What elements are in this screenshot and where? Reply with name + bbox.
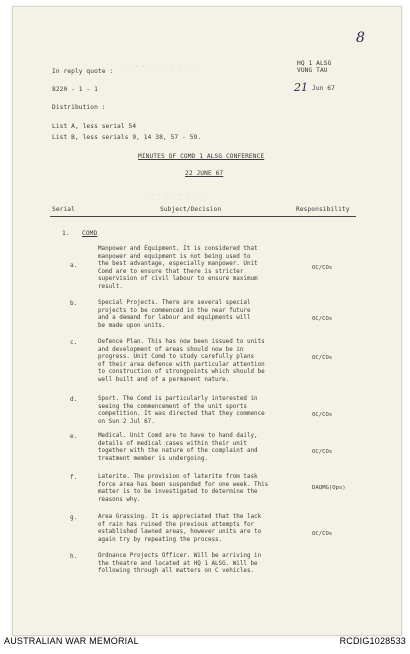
footer-credit: AUSTRALIAN WAR MEMORIAL (4, 636, 139, 646)
document-title: MINUTES OF COMD 1 ALSG CONFERENCE (138, 153, 265, 160)
bleed-through-text: . . . . . . . . . . . (120, 62, 196, 69)
item-paragraph: Laterite. The provision of laterite from task force area has been suspended for one week. This matter is to be investigated to determine the reasons why. (98, 474, 269, 503)
item-responsibility: OC/COs (312, 531, 333, 537)
column-header-serial: Serial (52, 206, 75, 213)
hq-line-1: HQ 1 ALSG (297, 60, 332, 67)
reference-number: 8220 - 1 - 1 (52, 86, 98, 93)
item-paragraph: Medical. Unit Comd are to have to hand daily, details of medical cases within their unit together with the nature of the complaint and treatment member is undergoing. (98, 433, 258, 462)
item-letter: e. (70, 433, 78, 440)
item-letter: b. (70, 300, 78, 307)
item-responsibility: OC/COs (312, 316, 333, 322)
section-number: 1. (62, 230, 70, 237)
column-header-subject: Subject/Decision (160, 206, 222, 213)
item-responsibility: OC/COs (312, 265, 333, 271)
typed-date: Jun 67 (312, 85, 335, 92)
item-letter: c. (70, 339, 78, 346)
item-paragraph: Ordnance Projects Officer. Will be arriving in the theatre and located at HQ 1 ALSG. Will be following through all matters on C vehicles. (98, 553, 262, 575)
distribution-list-b: List B, less serials 9, 14 38, 57 - 59. (52, 134, 202, 141)
handwritten-day: 21 (294, 81, 308, 94)
item-paragraph: Area Grassing. It is appreciated that the lack of rain has ruined the previous attempts for established lawned areas, however units are to again try by repeating the process. (98, 514, 262, 543)
hq-line-2: VUNG TAU (297, 67, 328, 74)
item-paragraph: Special Projects. There are several special projects to be commenced in the near future and a demand for labour and equipments will be made upon units. (98, 300, 251, 329)
item-letter: g. (70, 514, 78, 521)
item-paragraph: Manpower and Equipment. It is considered that manpower and equipment is not being used to the best advantage, especially manpower. Unit Comd are to ensure that there is stricter supervision of civil labour to ensure maximum result. (98, 246, 258, 290)
item-letter: f. (70, 474, 78, 481)
bleed-through-text: . . . . . . . . (150, 190, 205, 197)
corner-handwritten-mark: 8 (356, 30, 365, 46)
item-responsibility: OC/COs (312, 449, 333, 455)
item-letter: a. (70, 262, 78, 269)
distribution-list-a: List A, less serial 54 (52, 123, 137, 130)
item-paragraph: Defence Plan. This has now been issued to units and development of areas should now be in progress. Unit Comd to study carefully plans of their area defence with particular attention to construction of strongpoints which should be well built and of a permanent nature. (98, 339, 265, 383)
distribution-label: Distribution : (52, 104, 106, 111)
column-header-responsibility: Responsibility (296, 206, 350, 213)
item-responsibility: DAQMG(Ops) (312, 485, 346, 491)
item-letter: d. (70, 396, 78, 403)
document-date: 22 JUNE 67 (185, 170, 224, 177)
item-responsibility: OC/COs (312, 355, 333, 361)
item-paragraph: Sport. The Comd is particularly interested in seeing the commencement of the unit sports competition. It was directed that they commence on Sun 2 Jul 67. (98, 396, 265, 425)
item-letter: h. (70, 553, 78, 560)
item-responsibility: OC/COs (312, 412, 333, 418)
footer-record-id: RCDIG1028533 (339, 636, 406, 646)
reply-quote-label: In reply quote : (52, 68, 114, 75)
header-divider (50, 216, 356, 217)
section-title: COMD (82, 230, 98, 237)
